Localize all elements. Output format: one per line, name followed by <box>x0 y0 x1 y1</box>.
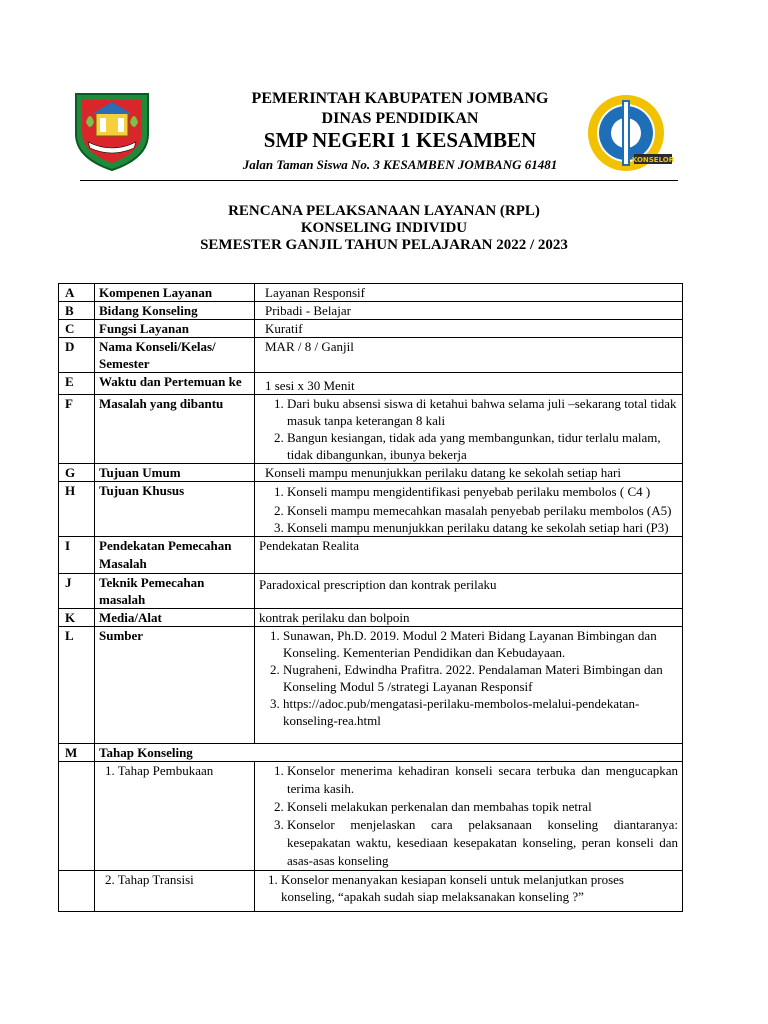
doc-title: RENCANA PELAKSANAAN LAYANAN (RPL) <box>228 203 540 219</box>
row-label: Media/Alat <box>95 609 255 627</box>
list-item: 3. Konselor menjelaskan cara pelaksanaan konseling diantaranya: kesepakatan waktu, kesediaan kesepakatan konseling, peran konseli dan asas-asas konseling <box>287 816 678 870</box>
table-row <box>59 744 683 762</box>
table-row <box>59 482 683 537</box>
row-label: Bidang Konseling <box>95 302 255 320</box>
row-value: Layanan Responsif <box>255 284 683 302</box>
table-row <box>59 320 683 338</box>
row-label: Pendekatan Pemecahan Masalah <box>95 537 255 574</box>
row-code-empty <box>59 871 95 912</box>
list-item: 2. Bangun kesiangan, tidak ada yang membangunkan, tidur terlalu malam, tidak dibangunkan, ibunya bekerja <box>287 429 678 463</box>
row-value: Pendekatan Realita <box>255 537 683 574</box>
row-value <box>255 395 683 464</box>
row-value: kontrak perilaku dan bolpoin <box>255 609 683 627</box>
table-row <box>59 537 683 574</box>
table-row <box>59 464 683 482</box>
row-code: H <box>59 482 95 537</box>
list-item: 2. Konseli melakukan perkenalan dan membahas topik netral <box>287 798 678 816</box>
list-item: 2. Konseli mampu memecahkan masalah penyebab perilaku membolos (A5) <box>287 501 678 520</box>
row-value <box>255 627 683 744</box>
table-row <box>59 302 683 320</box>
row-label: Kompenen Layanan <box>95 284 255 302</box>
table-row <box>59 574 683 609</box>
row-value: MAR / 8 / Ganjil <box>255 338 683 373</box>
rpl-table <box>58 283 683 912</box>
list-item: 2. Nugraheni, Edwindha Prafitra. 2022. Pendalaman Materi Bimbingan dan Konseling Modul 5 /strategi Layanan Responsif <box>283 661 678 695</box>
header-government: PEMERINTAH KABUPATEN JOMBANG <box>251 90 549 107</box>
row-code: L <box>59 627 95 744</box>
row-label: Sumber <box>95 627 255 744</box>
row-label: Tujuan Khusus <box>95 482 255 537</box>
row-code: J <box>59 574 95 609</box>
row-value: Paradoxical prescription dan kontrak perilaku <box>255 574 683 609</box>
header-address: Jalan Taman Siswa No. 3 KESAMBEN JOMBANG 61481 <box>242 157 558 172</box>
row-code: M <box>59 744 95 762</box>
row-code: A <box>59 284 95 302</box>
table-row <box>59 762 683 871</box>
stage-steps <box>255 762 683 871</box>
list-item: 1. Dari buku absensi siswa di ketahui bahwa selama juli –sekarang total tidak masuk tanpa keterangan 8 kali <box>287 395 678 429</box>
list-item: 1. Konselor menanyakan kesiapan konseli untuk melanjutkan proses konseling, “apakah sudah siap melaksanakan konseling ?” <box>281 871 678 905</box>
list-item: 1. Konseli mampu mengidentifikasi penyebab perilaku membolos ( C4 ) <box>287 482 678 501</box>
row-value: Pribadi - Belajar <box>255 302 683 320</box>
row-value: 1 sesi x 30 Menit <box>255 373 683 395</box>
row-value: Kuratif <box>255 320 683 338</box>
stage-label: 1. Tahap Pembukaan <box>95 762 255 871</box>
list-item: 3. https://adoc.pub/mengatasi-perilaku-membolos-melalui-pendekatan-konseling-rea.html <box>283 695 678 729</box>
row-value: Konseli mampu menunjukkan perilaku datang ke sekolah setiap hari <box>255 464 683 482</box>
row-code: D <box>59 338 95 373</box>
header-school-name: SMP NEGERI 1 KESAMBEN <box>263 128 537 152</box>
row-code: E <box>59 373 95 395</box>
row-label: Tahap Konseling <box>95 744 683 762</box>
row-code-empty <box>59 762 95 871</box>
row-code: F <box>59 395 95 464</box>
row-code: I <box>59 537 95 574</box>
table-row <box>59 627 683 744</box>
table-row <box>59 395 683 464</box>
row-value <box>255 482 683 537</box>
list-item: 3. Konseli mampu menunjukkan perilaku datang ke sekolah setiap hari (P3) <box>287 520 678 536</box>
row-label: Fungsi Layanan <box>95 320 255 338</box>
row-label: Waktu dan Pertemuan ke <box>95 373 255 395</box>
row-label: Tujuan Umum <box>95 464 255 482</box>
table-row <box>59 609 683 627</box>
row-code: C <box>59 320 95 338</box>
doc-subtitle: KONSELING INDIVIDU <box>300 220 468 236</box>
table-row <box>59 338 683 373</box>
list-item: 1. Konselor menerima kehadiran konseli secara terbuka dan mengucapkan terima kasih. <box>287 762 678 798</box>
list-item: 1. Sunawan, Ph.D. 2019. Modul 2 Materi Bidang Layanan Bimbingan dan Konseling. Kementerian Pendidikan dan Kebudayaan. <box>283 627 678 661</box>
table-row <box>59 284 683 302</box>
doc-semester: SEMESTER GANJIL TAHUN PELAJARAN 2022 / 2023 <box>200 237 568 253</box>
header-divider <box>80 180 678 181</box>
row-label: Teknik Pemecahan masalah <box>95 574 255 609</box>
regency-emblem-logo <box>74 92 150 172</box>
stage-steps <box>255 871 683 912</box>
row-code: B <box>59 302 95 320</box>
konselor-logo-text: KONSELOR <box>631 156 674 164</box>
row-label: Nama Konseli/Kelas/ Semester <box>95 338 255 373</box>
row-code: K <box>59 609 95 627</box>
row-code: G <box>59 464 95 482</box>
row-label: Masalah yang dibantu <box>95 395 255 464</box>
stage-label: 2. Tahap Transisi <box>95 871 255 912</box>
table-row <box>59 871 683 912</box>
table-row <box>59 373 683 395</box>
header-department: DINAS PENDIDIKAN <box>321 110 479 127</box>
